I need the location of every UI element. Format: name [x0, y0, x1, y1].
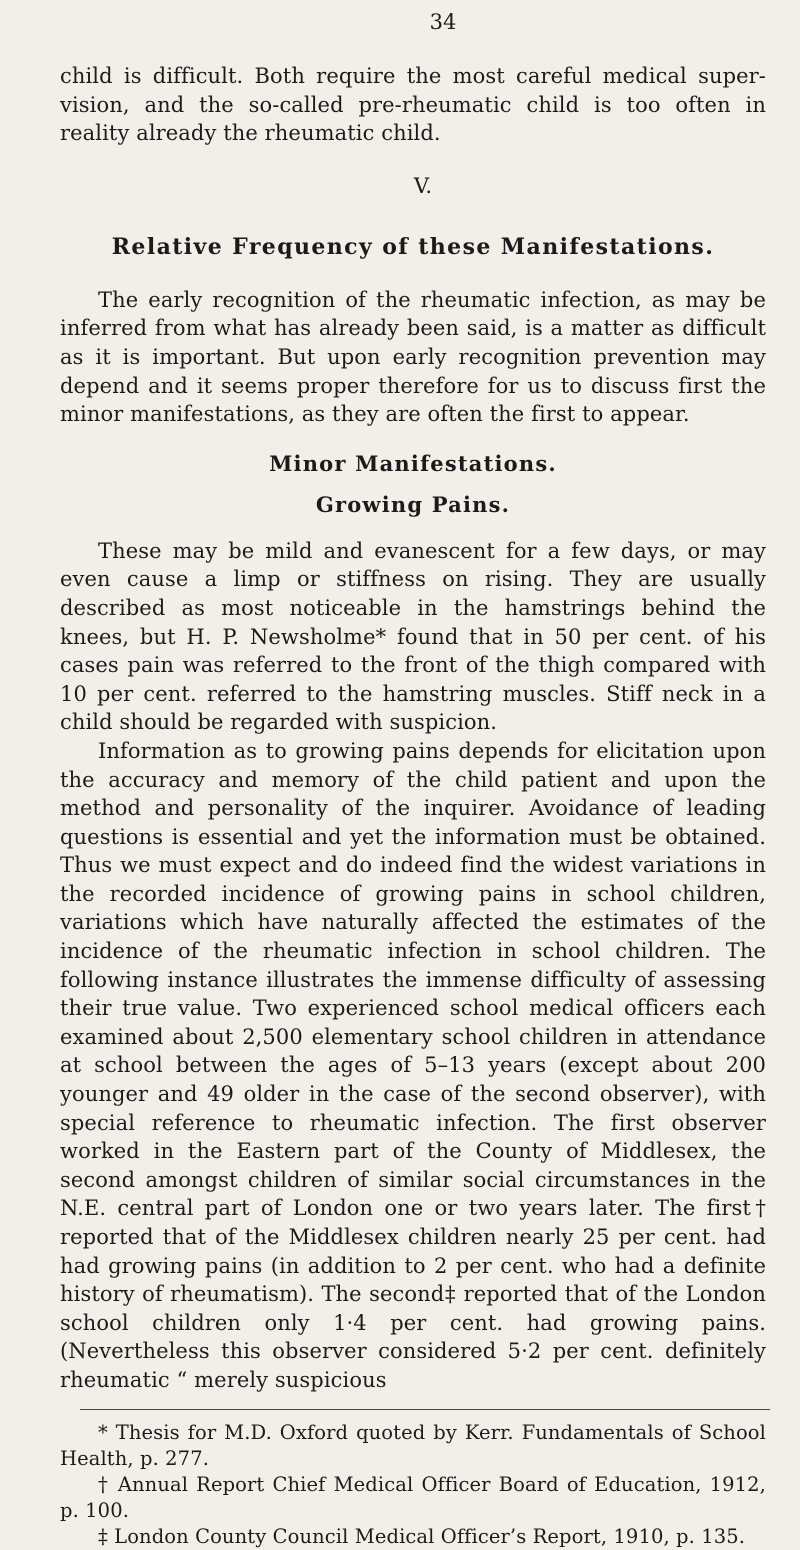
- opening-paragraph: child is difficult. Both require the most careful medical super-vision, and the so-called pre-rheumatic child is too often in reality already the rheumatic child.: [60, 64, 766, 146]
- page-number: 34: [429, 10, 457, 34]
- section-title: Relative Frequency of these Manifestations.: [111, 233, 715, 260]
- body-paragraph: Information as to growing pains depends for elicitation upon the accuracy and memory of the child patient and upon the method and personality of the inquirer. Avoidance of leading questions is essential and yet the information must be obtained. Thus we must expect and do indeed find the widest variations in the recorded incidence of growing pains in school children, variations which have naturally affected the estimates of the incidence of the rheumatic infection in school children. The following instance illustrates the immense difficulty of assessing their true value. Two experienced school medical officers each examined about 2,500 elementary school children in attendance at school between the ages of 5–13 years (except about 200 younger and 49 older in the case of the second observer), with special reference to rheumatic infection. The first observer worked in the Eastern part of the County of Middlesex, the second amongst children of similar social circumstances in the N.E. central part of London one or two years later. The first† reported that of the Middlesex children nearly 25 per cent. had had growing pains (in addition to 2 per cent. who had a definite history of rheumatism). The second‡ reported that of the London school children only 1·4 per cent. had growing pains. (Nevertheless this observer considered 5·2 per cent. definitely rheumatic “ merely suspicious: [60, 738, 766, 1392]
- footnote: † Annual Report Chief Medical Officer Board of Education, 1912, p. 100.: [60, 1472, 766, 1522]
- growing-pains-heading: Growing Pains.: [315, 491, 511, 517]
- minor-manifestations-heading: Minor Manifestations.: [269, 450, 557, 476]
- section-numeral: V.: [413, 173, 433, 198]
- footnotes: [60, 1420, 766, 1550]
- footnote: ‡ London County Council Medical Officer’s Report, 1910, p. 135.: [98, 1524, 746, 1548]
- document-page: [60, 10, 766, 1550]
- footnote: * Thesis for M.D. Oxford quoted by Kerr. Fundamentals of School Health, p. 277.: [60, 1420, 766, 1470]
- footnote-divider: [80, 1409, 770, 1410]
- intro-paragraph: The early recognition of the rheumatic infection, as may be inferred from what has already been said, is a matter as difficult as it is important. But upon early recognition prevention may depend and it seems proper therefore for us to discuss first the minor manifestations, as they are often the first to appear.: [60, 287, 766, 427]
- body-paragraph: These may be mild and evanescent for a few days, or may even cause a limp or stiffness on rising. They are usually described as most noticeable in the hamstrings behind the knees, but H. P. Newsholme* found that in 50 per cent. of his cases pain was referred to the front of the thigh compared with 10 per cent. referred to the hamstring muscles. Stiff neck in a child should be regarded with suspicion.: [60, 538, 766, 735]
